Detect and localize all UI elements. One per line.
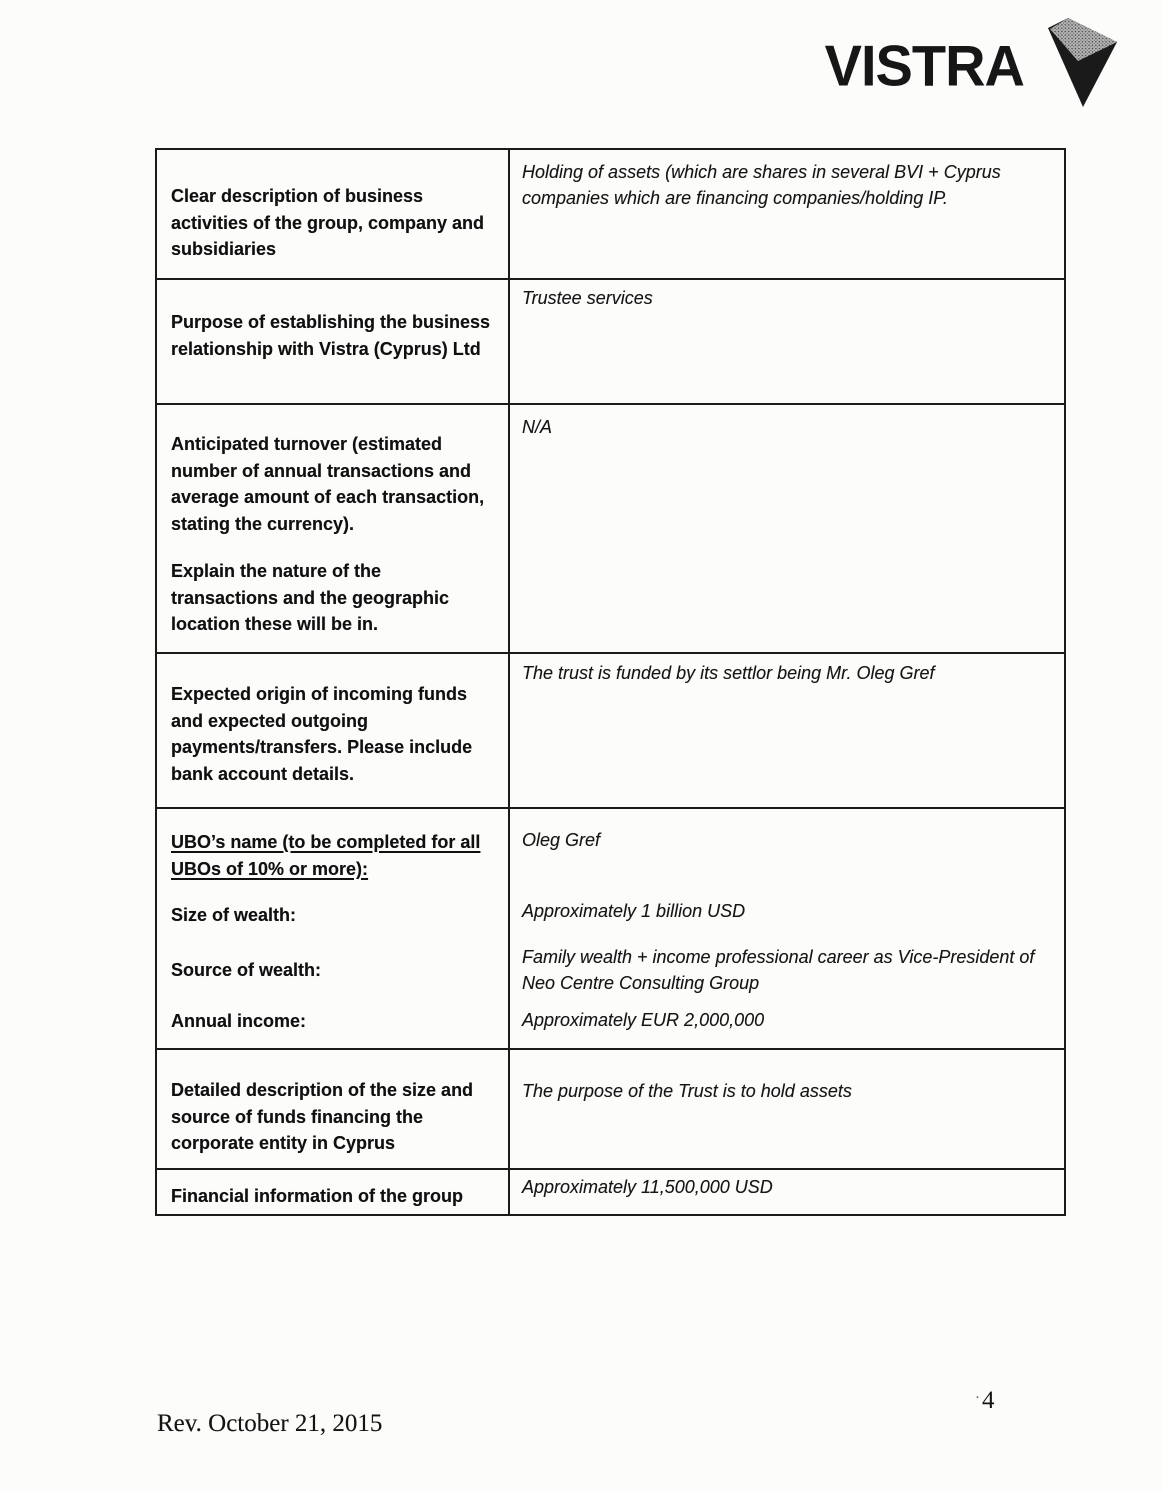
vistra-gem-icon (1044, 17, 1118, 107)
size-of-wealth-answer: Approximately 1 billion USD (522, 901, 746, 921)
row-label: Purpose of establishing the business relationship with Vistra (Cyprus) Ltd (157, 280, 510, 403)
label-paragraph: Anticipated turnover (estimated number of annual transactions and average amount of each transaction, stating the currency). (171, 434, 485, 534)
row-answer: Trustee services (522, 288, 653, 308)
row-label: Detailed description of the size and source of funds financing the corporate entity in Cyprus (157, 1050, 510, 1168)
label-paragraph: Explain the nature of the transactions and the geographic location these will be in. (171, 561, 450, 634)
table-row-purpose-of-relationship (157, 280, 1064, 405)
annual-income-label: Annual income: (171, 1011, 307, 1031)
page-number: · 4 (975, 1387, 995, 1415)
ubo-name-label: UBO’s name (to be completed for all UBOs of 10% or more): (171, 832, 481, 879)
table-row-origin-of-funds (157, 654, 1064, 809)
revision-date: Rev. October 21, 2015 (157, 1410, 383, 1437)
vistra-logo (825, 17, 1118, 107)
row-label: Clear description of business activities of the group, company and subsidiaries (157, 150, 510, 278)
row-answer: The purpose of the Trust is to hold assets (522, 1081, 852, 1101)
source-of-wealth-answer: Family wealth + income professional career as Vice-President of Neo Centre Consulting Group (522, 947, 1035, 993)
row-answer: N/A (522, 417, 553, 437)
table-row-ubo-details (157, 809, 1064, 1050)
table-row-size-source-of-funds (157, 1050, 1064, 1170)
annual-income-answer: Approximately EUR 2,000,000 (522, 1010, 765, 1030)
table-row-business-activities (157, 150, 1064, 280)
ubo-name-answer: Oleg Gref (522, 830, 601, 850)
row-answer-group (510, 809, 1064, 1048)
row-label: Financial information of the group (157, 1170, 510, 1214)
row-label (157, 405, 510, 652)
row-answer: Holding of assets (which are shares in several BVI + Cyprus companies which are financing companies/holding IP. (522, 162, 1001, 208)
table-row-financial-information (157, 1170, 1064, 1214)
size-of-wealth-label: Size of wealth: (171, 905, 297, 925)
row-answer: Approximately 11,500,000 USD (522, 1177, 773, 1197)
row-label: Expected origin of incoming funds and expected outgoing payments/transfers. Please include bank account details. (157, 654, 510, 807)
row-answer: The trust is funded by its settlor being Mr. Oleg Gref (522, 663, 935, 683)
source-of-wealth-label: Source of wealth: (171, 959, 322, 980)
vistra-wordmark: VISTRA (824, 33, 1024, 98)
row-label-group (157, 809, 510, 1048)
table-row-anticipated-turnover (157, 405, 1064, 654)
kyc-form-table (155, 148, 1066, 1216)
